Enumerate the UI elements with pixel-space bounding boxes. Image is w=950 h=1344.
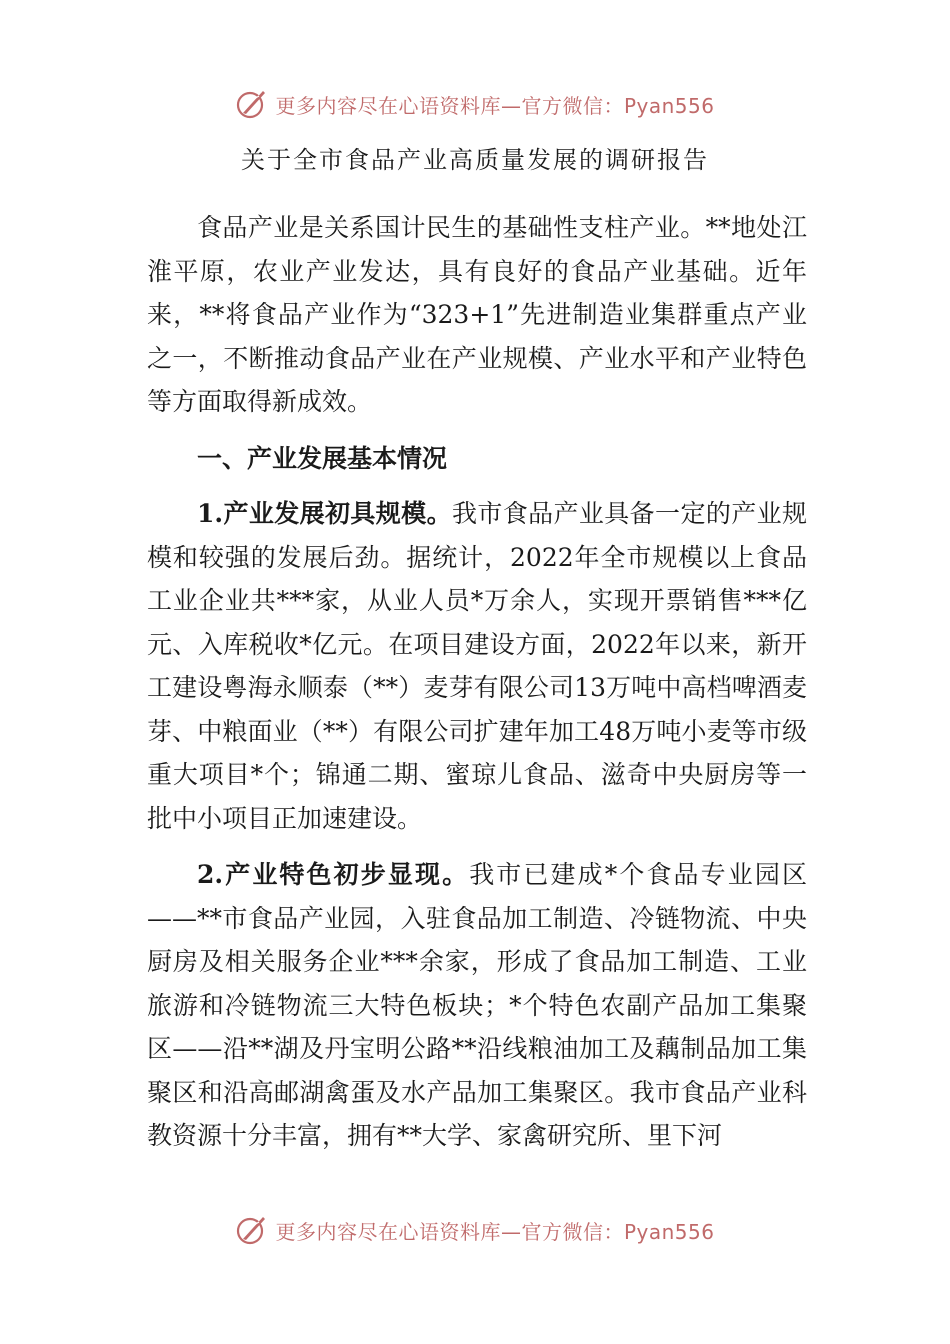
item-2-paragraph (147, 853, 807, 1158)
watermark-text: 更多内容尽在心语资料库—官方微信：Pyan556 (275, 93, 715, 118)
quill-pen-circle-icon (235, 87, 269, 121)
watermark-footer (0, 1210, 950, 1250)
item-2-body: 我市已建成*个食品专业园区——**市食品产业园，入驻食品加工制造、冷链物流、中央厨房及相关服务企业***余家，形成了食品加工制造、工业旅游和冷链物流三大特色板块；*个特色农副产品加工集聚区——沿**湖及丹宝明公路**沿线粮油加工及藕制品加工集聚区和沿高邮湖禽蛋及水产品加工集聚区。我市食品产业科教资源十分丰富，拥有**大学、家禽研究所、里下河 (147, 860, 807, 1150)
quill-pen-circle-icon (235, 1213, 269, 1247)
section-heading: 一、产业发展基本情况 (197, 444, 448, 473)
watermark-header (0, 84, 950, 124)
document-title: 关于全市食品产业高质量发展的调研报告 (241, 146, 709, 174)
intro-paragraph: 食品产业是关系国计民生的基础性支柱产业。**地处江淮平原，农业产业发达，具有良好的食品产业基础。近年来，**将食品产业作为“323+1”先进制造业集群重点产业之一，不断推动食品产业在产业规模、产业水平和产业特色等方面取得新成效。 (147, 213, 807, 416)
item-1-body: 我市食品产业具备一定的产业规模和较强的发展后劲。据统计，2022年全市规模以上食品工业企业共***家，从业人员*万余人，实现开票销售***亿元、入库税收*亿元。在项目建设方面，2022年以来，新开工建设粤海永顺泰（**）麦芽有限公司13万吨中高档啤酒麦芽、中粮面业（**）有限公司扩建年加工48万吨小麦等市级重大项目*个；锦通二期、蜜琼儿食品、滋奇中央厨房等一批中小项目正加速建设。 (147, 499, 807, 833)
watermark-text: 更多内容尽在心语资料库—官方微信：Pyan556 (275, 1219, 715, 1244)
item-2-lead: 2.产业特色初步显现。 (197, 860, 470, 889)
item-1-paragraph (147, 492, 807, 840)
item-1-lead: 1.产业发展初具规模。 (197, 499, 452, 528)
